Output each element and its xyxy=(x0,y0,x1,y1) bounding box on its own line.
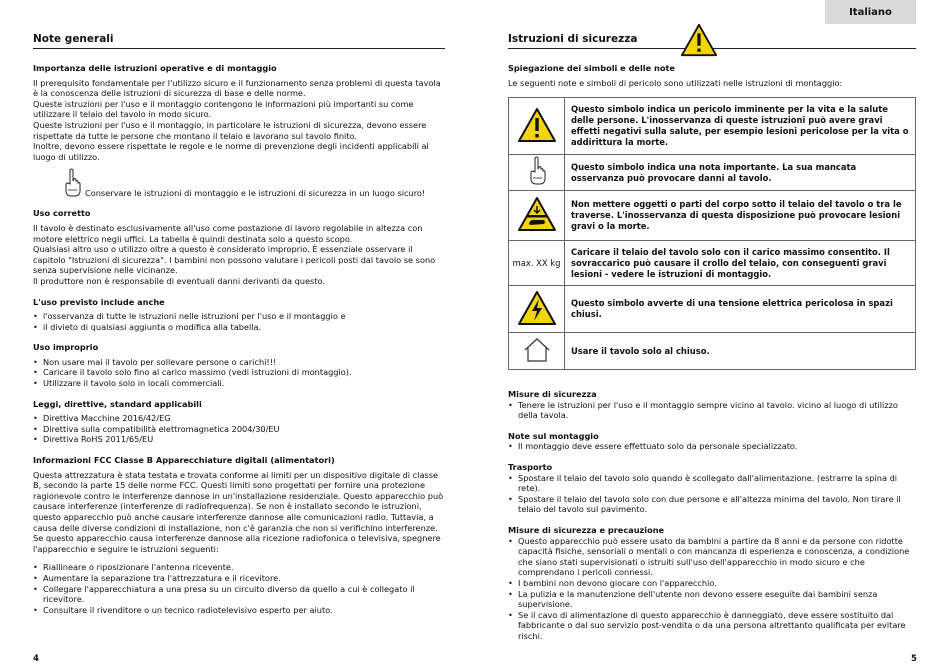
s2-p1: Il tavolo è destinato esclusivamente all'uso come postazione di lavoro regolabile in altezza con motore elettrico negli uffici. La tabella è quindi destinata solo a questo scopo. xyxy=(33,222,423,244)
s6-title: Informazioni FCC Classe B Apparecchiature digitali (alimentatori) xyxy=(33,455,335,466)
list-item: • Tenere le istruzioni per l'uso e il montaggio sempre vicino al tavolo. vicino al luogo di utilizzo della tavola. xyxy=(508,400,916,421)
sym-intro: Le seguenti note e simboli di pericolo sono utilizzati nelle istruzioni di montaggio: xyxy=(508,77,843,88)
s1-p1: Il prerequisito fondamentale per l'utilizzo sicuro e il funzionamento senza problemi di questa tavola è la conoscenza delle istruzioni di sicurezza di base e delle norme. xyxy=(33,77,441,99)
list-item: • Non usare mai il tavolo per sollevare persone o carichi!!! xyxy=(33,357,445,368)
electric-hazard-icon xyxy=(517,290,557,326)
m2-list xyxy=(508,441,916,452)
list-item: • Consultare il rivenditore o un tecnico radiotelevisivo esperto per aiuto. xyxy=(33,605,445,616)
m3-list xyxy=(508,473,916,515)
list-item: • Questo apparecchio può essere usato da bambini a partire da 8 anni e da persone con ridotte capacità fisiche, sensoriali o mentali o con mancanza di esperienza e conoscenza, a condizione che siano stati supervisionati o istruiti sull'uso dell'apparecchio in modo sicuro e che comprendano i pericoli connessi. xyxy=(508,536,916,578)
keep-note-row xyxy=(33,162,445,198)
symbol-text: Questo simbolo indica un pericolo imminente per la vita e la salute delle persone. L'inosservanza di queste istruzioni può avere gravi effetti negativi sulla salute, per esempio lesioni pericolose per la vita o addirittura la morte. xyxy=(565,98,916,155)
symbol-text: Usare il tavolo solo al chiuso. xyxy=(565,333,916,370)
list-item: • I bambini non devono giocare con l'apparecchio. xyxy=(508,578,916,589)
list-item: • La pulizia e la manutenzione dell'utente non devono essere eseguite dai bambini senza supervisione. xyxy=(508,589,916,610)
hand-pointer-icon xyxy=(528,156,546,186)
hand-pointer-icon xyxy=(63,168,81,198)
m1-title: Misure di sicurezza xyxy=(508,389,597,399)
s1-p2: Queste istruzioni per l'uso e il montaggio contengono le informazioni più importanti su come utilizzare il telaio del tavolo in modo sicuro. xyxy=(33,98,414,120)
table-row xyxy=(509,98,916,155)
list-item: • Spostare il telaio del tavolo solo con due persone e all'altezza minima del tavolo. Non tirare il telaio del tavolo sul pavimento. xyxy=(508,494,916,515)
s2-p3: Il produttore non è responsabile di eventuali danni derivanti da questo. xyxy=(33,275,325,286)
m4-list xyxy=(508,536,916,642)
s5-title: Leggi, direttive, standard applicabili xyxy=(33,398,202,409)
s6-p1: Questa attrezzatura è stata testata e trovata conforme ai limiti per un dispositivo digitale di classe B, secondo la parte 15 delle norme FCC. Questi limiti sono progettati per fornire una protezione ragionevole contro le interferenze dannose in un'installazione residenziale. Questo apparecchio può causare interferenze (interferenze di radiofrequenza). Se non è installato secondo le istruzioni, questo apparecchio può anche causare interferenze dannose alle comunicazioni radio. Tuttavia, a causa delle diverse condizioni di installazione, non c'è garanzia che non si verifichino interferenze. Se questo apparecchio causa interferenze dannose alla ricezione radiofonica o televisiva, spegnere l'apparecchio e seguire le istruzioni seguenti: xyxy=(33,469,444,554)
list-item: • Direttiva sulla compatibilità elettromagnetica 2004/30/EU xyxy=(33,424,445,435)
s4-list xyxy=(33,357,445,389)
symbols-table xyxy=(508,97,916,370)
warning-triangle-icon xyxy=(517,107,557,143)
list-item: • Collegare l'apparecchiatura a una presa su un circuito diverso da quello a cui è collegato il ricevitore. xyxy=(33,584,445,605)
s3-title: L'uso previsto include anche xyxy=(33,296,165,307)
symbol-text: Caricare il telaio del tavolo solo con il carico massimo consentito. Il sovraccarico può causare il crollo del telaio, con conseguenti gravi lesioni - vedere le istruzioni di montaggio. xyxy=(565,241,916,286)
list-item: • il divieto di qualsiasi aggiunta o modifica alla tabella. xyxy=(33,322,445,333)
symbol-cell xyxy=(509,286,565,333)
right-heading: Istruzioni di sicurezza xyxy=(508,33,638,45)
table-row xyxy=(509,286,916,333)
m1-list xyxy=(508,400,916,421)
list-item: • Il montaggio deve essere effettuato solo da personale specializzato. xyxy=(508,441,916,452)
list-item: • l'osservanza di tutte le istruzioni nelle istruzioni per l'uso e il montaggio e xyxy=(33,311,445,322)
symbol-cell xyxy=(509,98,565,155)
s2-p2: Qualsiasi altro uso o utilizzo oltre a questo è considerato improprio. È essenziale osservare il capitolo "Istruzioni di sicurezza". I bambini non possono valutare i pericoli posti dal tavolo se sono senza supervisione nelle vicinanze. xyxy=(33,244,436,276)
symbol-cell xyxy=(509,191,565,241)
s2-title: Uso corretto xyxy=(33,208,91,219)
table-row xyxy=(509,333,916,370)
s5-list xyxy=(33,413,445,445)
symbol-cell xyxy=(509,155,565,191)
right-column xyxy=(508,389,916,641)
warning-triangle-icon xyxy=(680,22,718,58)
m4-title: Misure di sicurezza e precauzione xyxy=(508,524,665,535)
list-item: • Se il cavo di alimentazione di questo apparecchio è danneggiato, deve essere sostituito dal fabbricante o dal suo servizio post-vendita o da una persona altrettanto qualificata per evitare rischi. xyxy=(508,610,916,642)
language-tab: Italiano xyxy=(825,0,916,24)
list-item: • Caricare il tavolo solo fino al carico massimo (vedi istruzioni di montaggio). xyxy=(33,367,445,378)
symbol-text: Non mettere oggetti o parti del corpo sotto il telaio del tavolo o tra le traverse. L'inosservanza di questa disposizione può provocare lesioni gravi o la morte. xyxy=(565,191,916,241)
sym-title: Spiegazione dei simboli e delle note xyxy=(508,63,675,73)
s4-title: Uso improprio xyxy=(33,342,99,353)
list-item: • Spostare il telaio del tavolo solo quando è scollegato dall'alimentazione. (estrarre la spina di rete). xyxy=(508,473,916,494)
left-column xyxy=(33,63,445,615)
m3-title: Trasporto xyxy=(508,461,553,472)
table-row xyxy=(509,241,916,286)
symbol-cell xyxy=(509,333,565,370)
list-item: • Direttiva RoHS 2011/65/EU xyxy=(33,434,445,445)
symbol-text: Questo simbolo indica una nota importante. La sua mancata osservanza può provocare danni al tavolo. xyxy=(565,155,916,191)
max-load-label: max. XX kg xyxy=(509,241,565,286)
house-icon xyxy=(522,337,552,363)
s1-p4: Inoltre, devono essere rispettate le regole e le norme di prevenzione degli incidenti applicabili al luogo di utilizzo. xyxy=(33,141,429,162)
crush-hazard-icon xyxy=(517,196,557,232)
symbol-text: Questo simbolo avverte di una tensione elettrica pericolosa in spazi chiusi. xyxy=(565,286,916,333)
s1-p3: Queste istruzioni per l'uso e il montaggio, in particolare le istruzioni di sicurezza, devono essere rispettate da tutte le persone che montano il telaio e lavorano sul tavolo finito. xyxy=(33,119,427,141)
symbols-intro xyxy=(508,63,916,88)
table-row xyxy=(509,191,916,241)
list-item: • Riallineare o riposizionare l'antenna ricevente. xyxy=(33,562,445,573)
m2-title: Note sul montaggio xyxy=(508,430,599,441)
list-item: • Utilizzare il tavolo solo in locali commerciali. xyxy=(33,378,445,389)
left-heading: Note generali xyxy=(33,33,114,45)
left-heading-rule xyxy=(33,48,445,49)
keep-note-text: Conservare le istruzioni di montaggio e le istruzioni di sicurezza in un luogo sicuro! xyxy=(85,187,426,198)
page-number-left: 4 xyxy=(33,654,39,664)
list-item: • Direttiva Macchine 2016/42/EG xyxy=(33,413,445,424)
s1-title: Importanza delle istruzioni operative e di montaggio xyxy=(33,63,277,73)
list-item: • Aumentare la separazione tra l'attrezzatura e il ricevitore. xyxy=(33,573,445,584)
s3-list xyxy=(33,311,445,332)
page-number-right: 5 xyxy=(911,654,917,664)
table-row xyxy=(509,155,916,191)
s6-list xyxy=(33,562,445,615)
